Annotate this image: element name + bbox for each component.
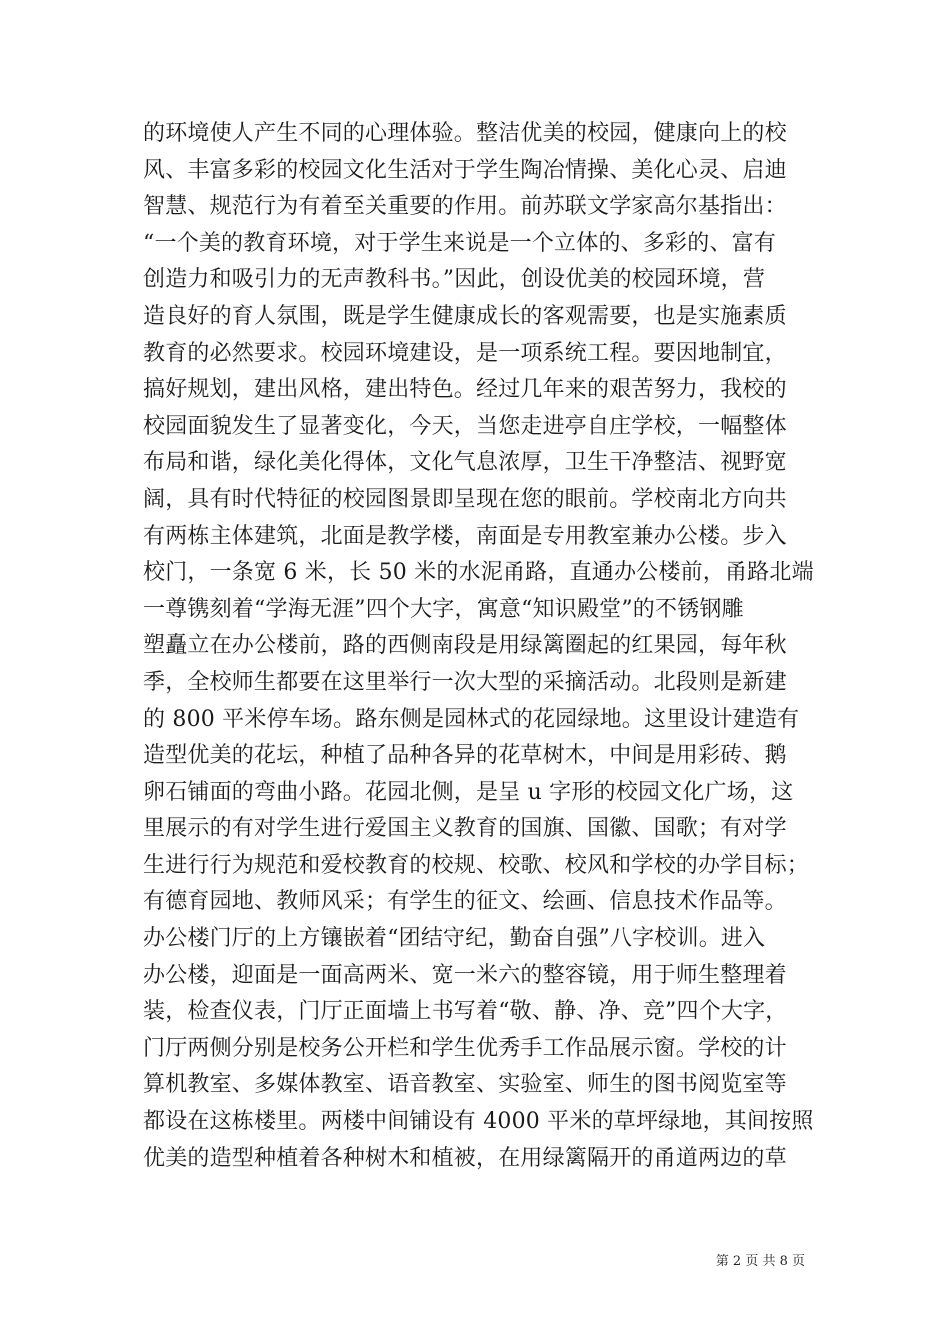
text-line: 搞好规划，建出风格，建出特色。经过几年来的艰苦努力，我校的: [143, 377, 787, 403]
text-line: 季，全校师生都要在这里举行一次大型的采摘活动。北段则是新建: [143, 669, 787, 695]
text-line: 优美的造型种植着各种树木和植被，在用绿篱隔开的甬道两边的草: [143, 1145, 787, 1171]
text-line: 都设在这栋楼里。两楼中间铺设有 4000 平米的草坪绿地，其间按照: [143, 1109, 814, 1135]
text-line: 造良好的育人氛围，既是学生健康成长的客观需要，也是实施素质: [143, 303, 787, 329]
text-line: 校园面貌发生了显著变化，今天，当您走进亭自庄学校，一幅整体: [143, 413, 787, 439]
text-line: 风、丰富多彩的校园文化生活对于学生陶冶情操、美化心灵、启迪: [143, 157, 787, 183]
text-line: 的 800 平米停车场。路东侧是园林式的花园绿地。这里设计建造有: [143, 706, 800, 732]
text-line: 有德育园地、教师风采；有学生的征文、绘画、信息技术作品等。: [143, 889, 787, 915]
body-text: [143, 116, 823, 1177]
page-number: 第 2 页 共 8 页: [715, 1254, 805, 1269]
text-line: 门厅两侧分别是校务公开栏和学生优秀手工作品展示窗。学校的计: [143, 1035, 787, 1061]
text-line: 办公楼门厅的上方镶嵌着“团结守纪，勤奋自强”八字校训。进入: [143, 926, 766, 952]
text-line: 造型优美的花坛，种植了品种各异的花草树木，中间是用彩砖、鹅: [143, 743, 787, 769]
text-line: 里展示的有对学生进行爱国主义教育的国旗、国徽、国歌；有对学: [143, 816, 787, 842]
text-line: 教育的必然要求。校园环境建设，是一项系统工程。要因地制宜，: [143, 340, 787, 366]
text-line: 装，检查仪表，门厅正面墙上书写着“敬、静、净、竞”四个大字，: [143, 999, 788, 1025]
text-line: 布局和谐，绿化美化得体，文化气息浓厚，卫生干净整洁、视野宽: [143, 450, 787, 476]
text-line: 阔，具有时代特征的校园图景即呈现在您的眼前。学校南北方向共: [143, 486, 787, 512]
text-line: 塑矗立在办公楼前，路的西侧南段是用绿篱圈起的红果园，每年秋: [143, 633, 787, 659]
text-line: 的环境使人产生不同的心理体验。整洁优美的校园，健康向上的校: [143, 121, 787, 146]
text-line: 智慧、规范行为有着至关重要的作用。前苏联文学家高尔基指出：: [143, 194, 787, 220]
text-line: 有两栋主体建筑，北面是教学楼，南面是专用教室兼办公楼。步入: [143, 523, 787, 549]
text-line: 卵石铺面的弯曲小路。花园北侧，是呈 u 字形的校园文化广场，这: [143, 779, 794, 805]
text-line: 校门，一条宽 6 米，长 50 米的水泥甬路，直通办公楼前，甬路北端: [143, 560, 814, 586]
text-line: 办公楼，迎面是一面高两米、宽一米六的整容镜，用于师生整理着: [143, 962, 787, 988]
text-line: “一个美的教育环境，对于学生来说是一个立体的、多彩的、富有: [143, 230, 777, 256]
text-line: 生进行行为规范和爱校教育的校规、校歌、校风和学校的办学目标；: [143, 852, 810, 878]
text-line: 算机教室、多媒体教室、语音教室、实验室、师生的图书阅览室等: [143, 1072, 787, 1098]
text-line: 一尊镌刻着“学海无涯”四个大字，寓意“知识殿堂”的不锈钢雕: [143, 596, 744, 622]
text-line: 创造力和吸引力的无声教科书。”因此，创设优美的校园环境，营: [143, 267, 766, 293]
